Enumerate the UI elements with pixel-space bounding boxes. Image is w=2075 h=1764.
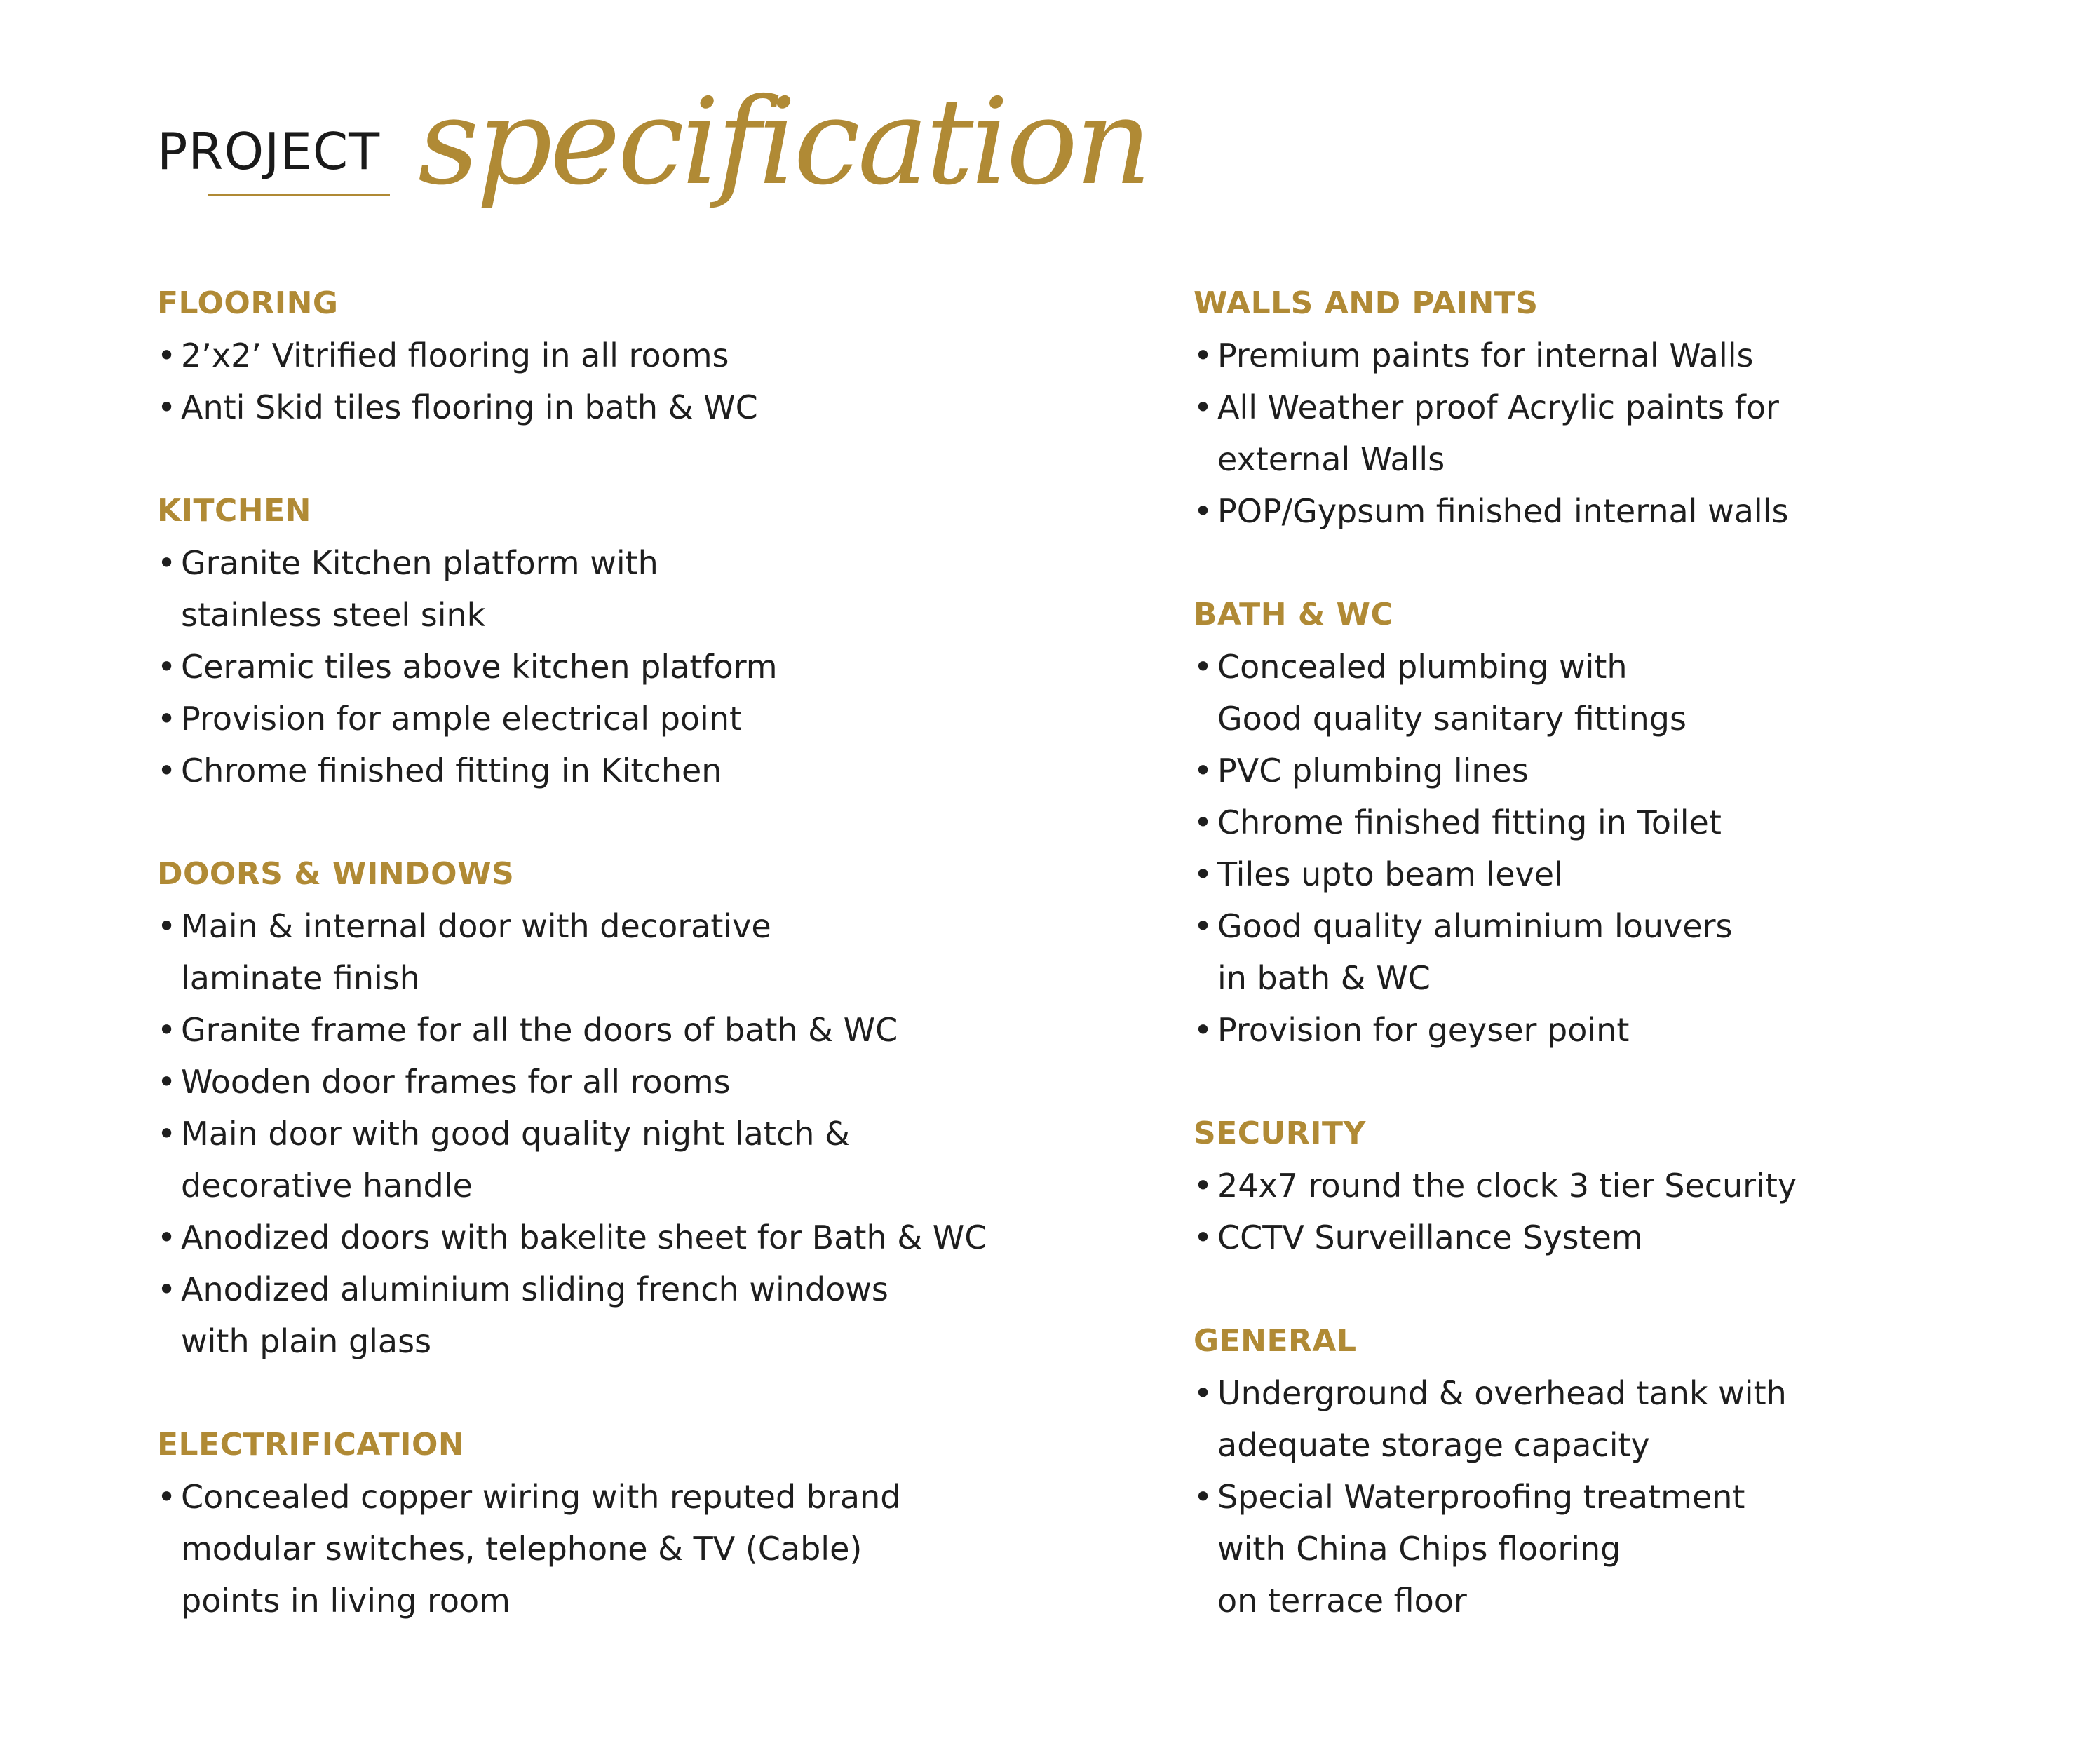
item-text: Special Waterproofing treatment with China Chips flooring on terrace floor xyxy=(1217,1478,1745,1620)
bullet-icon: • xyxy=(1194,337,1213,374)
bullet-icon: • xyxy=(1194,648,1213,686)
spec-list xyxy=(157,1471,1111,1627)
item-text: POP/Gypsum finished internal walls xyxy=(1217,492,1789,530)
item-text: 2’x2’ Vitrified flooring in all rooms xyxy=(181,337,729,374)
list-item xyxy=(1194,1004,2075,1056)
bullet-icon: • xyxy=(157,544,177,582)
list-item xyxy=(157,1056,1111,1108)
list-item xyxy=(157,1004,1111,1056)
list-item xyxy=(157,900,1111,1004)
section-walls-paints xyxy=(1194,278,2075,537)
section-heading: ELECTRIFICATION xyxy=(157,1427,465,1463)
bullet-icon: • xyxy=(1194,752,1213,789)
page-title xyxy=(157,73,1209,223)
list-item xyxy=(157,330,1111,381)
list-item xyxy=(157,641,1111,693)
spec-list xyxy=(157,537,1111,796)
item-text: Main door with good quality night latch & decorative handle xyxy=(181,1115,850,1205)
item-text: Good quality aluminium louvers in bath & WC xyxy=(1217,907,1733,997)
bullet-icon: • xyxy=(157,1270,177,1308)
section-heading: SECURITY xyxy=(1194,1115,1366,1151)
list-item xyxy=(157,745,1111,796)
section-flooring xyxy=(157,278,1111,433)
item-text: Anti Skid tiles flooring in bath & WC xyxy=(181,388,758,426)
section-heading: BATH & WC xyxy=(1194,597,1394,632)
bullet-icon: • xyxy=(157,752,177,789)
left-column xyxy=(157,278,1111,1678)
item-text: Tiles upto beam level xyxy=(1217,855,1563,893)
list-item xyxy=(1194,796,2075,848)
section-kitchen xyxy=(157,485,1111,796)
item-text: Concealed plumbing with Good quality sanitary fittings xyxy=(1217,648,1687,738)
bullet-icon: • xyxy=(1194,388,1213,426)
item-text: Chrome finished fitting in Toilet xyxy=(1217,803,1722,841)
bullet-icon: • xyxy=(1194,803,1213,841)
bullet-icon: • xyxy=(1194,1167,1213,1205)
bullet-icon: • xyxy=(157,648,177,686)
list-item xyxy=(1194,641,2075,745)
list-item xyxy=(1194,745,2075,796)
item-text: CCTV Surveillance System xyxy=(1217,1219,1643,1256)
list-item xyxy=(1194,1160,2075,1212)
item-text: Main & internal door with decorative laminate finish xyxy=(181,907,771,997)
section-heading: KITCHEN xyxy=(157,493,311,529)
section-heading: WALLS AND PAINTS xyxy=(1194,285,1539,321)
list-item xyxy=(157,381,1111,433)
list-item xyxy=(157,537,1111,641)
item-text: Chrome finished fitting in Kitchen xyxy=(181,752,722,789)
spec-list xyxy=(157,330,1111,433)
spec-list xyxy=(1194,641,2075,1056)
bullet-icon: • xyxy=(1194,1219,1213,1256)
title-underline xyxy=(208,194,390,196)
bullet-icon: • xyxy=(1194,1478,1213,1516)
list-item xyxy=(1194,1367,2075,1471)
list-item xyxy=(1194,330,2075,381)
section-heading: GENERAL xyxy=(1194,1323,1357,1359)
spec-list xyxy=(157,900,1111,1367)
list-item xyxy=(1194,848,2075,900)
item-text: Anodized aluminium sliding french windows with plain glass xyxy=(181,1270,888,1360)
title-project: PROJECT xyxy=(157,122,381,181)
bullet-icon: • xyxy=(157,1011,177,1049)
bullet-icon: • xyxy=(157,1115,177,1153)
item-text: Provision for geyser point xyxy=(1217,1011,1630,1049)
bullet-icon: • xyxy=(157,1219,177,1256)
item-text: Provision for ample electrical point xyxy=(181,700,743,738)
bullet-icon: • xyxy=(157,700,177,738)
bullet-icon: • xyxy=(157,1478,177,1516)
title-specification: specification xyxy=(418,73,1149,212)
item-text: Granite Kitchen platform with stainless steel sink xyxy=(181,544,658,634)
list-item xyxy=(1194,900,2075,1004)
item-text: 24x7 round the clock 3 tier Security xyxy=(1217,1167,1797,1205)
list-item xyxy=(1194,485,2075,537)
list-item xyxy=(157,693,1111,745)
spec-list xyxy=(1194,1160,2075,1263)
section-general xyxy=(1194,1315,2075,1627)
section-doors-windows xyxy=(157,848,1111,1367)
section-heading: FLOORING xyxy=(157,285,339,321)
item-text: PVC plumbing lines xyxy=(1217,752,1529,789)
right-column xyxy=(1194,278,2075,1678)
list-item xyxy=(157,1108,1111,1212)
spec-list xyxy=(1194,330,2075,537)
section-electrification xyxy=(157,1419,1111,1627)
item-text: Anodized doors with bakelite sheet for Bath & WC xyxy=(181,1219,987,1256)
section-bath-wc xyxy=(1194,589,2075,1056)
bullet-icon: • xyxy=(157,907,177,945)
item-text: Premium paints for internal Walls xyxy=(1217,337,1754,374)
item-text: Granite frame for all the doors of bath & WC xyxy=(181,1011,898,1049)
list-item xyxy=(157,1263,1111,1367)
bullet-icon: • xyxy=(1194,492,1213,530)
bullet-icon: • xyxy=(157,337,177,374)
item-text: Concealed copper wiring with reputed brand modular switches, telephone & TV (Cable) points in living room xyxy=(181,1478,901,1620)
bullet-icon: • xyxy=(1194,1011,1213,1049)
list-item xyxy=(1194,1212,2075,1263)
list-item xyxy=(157,1212,1111,1263)
spec-list xyxy=(1194,1367,2075,1627)
item-text: Underground & overhead tank with adequate storage capacity xyxy=(1217,1374,1787,1464)
bullet-icon: • xyxy=(1194,1374,1213,1412)
bullet-icon: • xyxy=(1194,855,1213,893)
list-item xyxy=(1194,381,2075,485)
bullet-icon: • xyxy=(157,1063,177,1101)
item-text: Ceramic tiles above kitchen platform xyxy=(181,648,778,686)
item-text: Wooden door frames for all rooms xyxy=(181,1063,731,1101)
bullet-icon: • xyxy=(157,388,177,426)
section-security xyxy=(1194,1108,2075,1263)
item-text: All Weather proof Acrylic paints for external Walls xyxy=(1217,388,1779,478)
bullet-icon: • xyxy=(1194,907,1213,945)
list-item xyxy=(1194,1471,2075,1627)
list-item xyxy=(157,1471,1111,1627)
section-heading: DOORS & WINDOWS xyxy=(157,856,515,892)
